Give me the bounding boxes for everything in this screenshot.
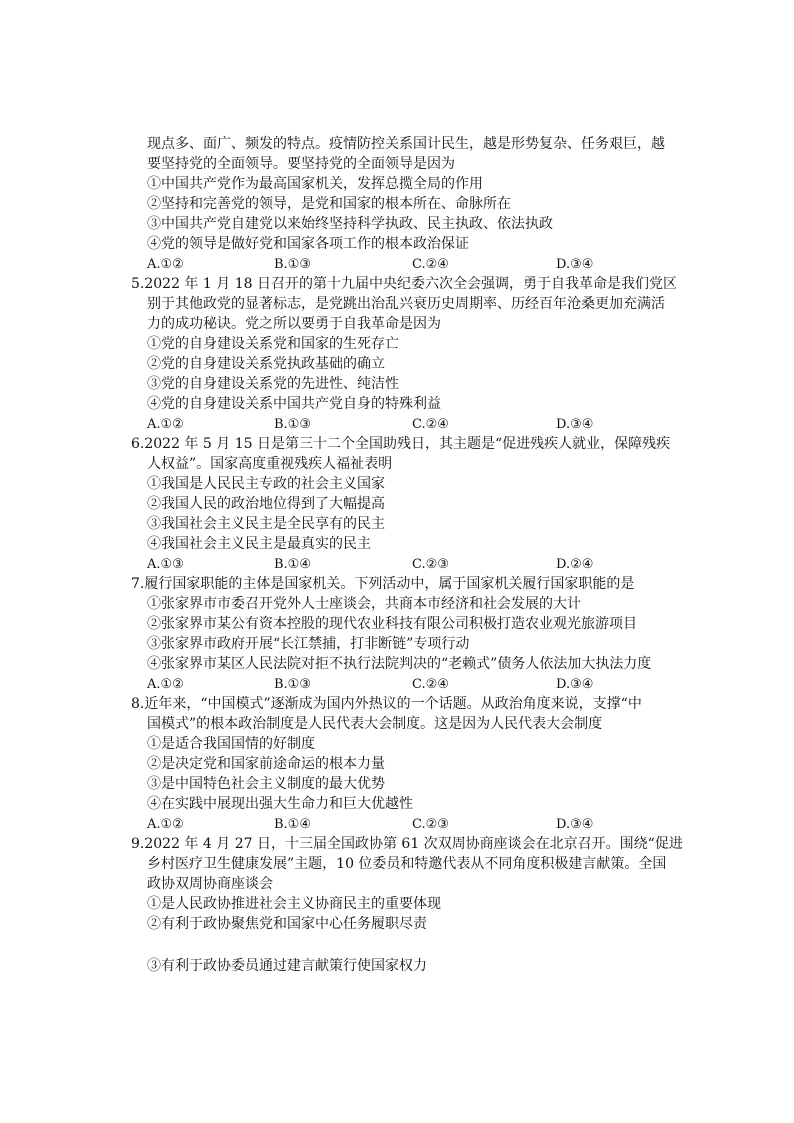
q5-option-d[interactable]: D.③④ [556,417,594,432]
q8-option-d[interactable]: D.③④ [556,817,594,832]
q9-statement-2: ②有利于政协聚焦党和国家中心任务履职尽责 [147,916,427,932]
q7-option-c[interactable]: C.②④ [412,677,449,692]
q7-statement-1: ①张家界市市委召开党外人士座谈会，共商本市经济和社会发展的大计 [147,596,581,612]
q8-statement-2: ②是决定党和国家前途命运的根本力量 [147,756,385,772]
q9-stem-line-3: 政协双周协商座谈会 [147,876,273,892]
q5-statement-2: ②党的自身建设关系党执政基础的确立 [147,356,385,372]
q8-option-b[interactable]: B.①④ [274,817,311,832]
q5-statement-3: ③党的自身建设关系党的先进性、纯洁性 [147,376,399,392]
q8-option-a[interactable]: A.①② [147,817,184,832]
q5-options [147,415,647,435]
q9-stem-line-1: 9.2022 年 4 月 27 日，十三届全国政协第 61 次双周协商座谈会在北京召开。围绕“促进 [131,836,683,852]
q8-options [147,815,647,835]
q7-statement-3: ③张家界市政府开展“长江禁捕，打非断链”专项行动 [147,636,470,652]
q4-option-b[interactable]: B.①③ [274,257,311,272]
q7-option-a[interactable]: A.①② [147,677,184,692]
q6-option-d[interactable]: D.②④ [556,557,594,572]
q5-stem-line-1: 5.2022 年 1 月 18 日召开的第十九届中央纪委六次全会强调，勇于自我革命是我们党区 [131,276,677,292]
q6-option-b[interactable]: B.①④ [274,557,311,572]
q6-options [147,555,647,575]
q7-option-b[interactable]: B.①③ [274,677,311,692]
q4-statement-3: ③中国共产党自建党以来始终坚持科学执政、民主执政、依法执政 [147,216,553,232]
q5-statement-1: ①党的自身建设关系党和国家的生死存亡 [147,336,399,352]
q7-statement-2: ②张家界市某公有资本控股的现代农业科技有限公司积极打造农业观光旅游项目 [147,616,637,632]
q6-option-a[interactable]: A.①③ [147,557,184,572]
q4-statement-2: ②坚持和完善党的领导，是党和国家的根本所在、命脉所在 [147,196,511,212]
q8-stem-line-1: 8.近年来，“中国模式”逐渐成为国内外热议的一个话题。从政治角度来说，支撑“中 [131,696,642,712]
q7-stem-line-1: 7.履行国家职能的主体是国家机关。下列活动中，属于国家机关履行国家职能的是 [131,576,635,592]
q4-statement-1: ①中国共产党作为最高国家机关，发挥总揽全局的作用 [147,176,483,192]
q4-option-c[interactable]: C.②④ [412,257,449,272]
q4-stem-line-2: 要坚持党的全面领导。要坚持党的全面领导是因为 [147,156,455,172]
q8-statement-4: ④在实践中展现出强大生命力和巨大优越性 [147,796,413,812]
q9-stem-line-2: 乡村医疗卫生健康发展”主题，10 位委员和特邀代表从不同角度积极建言献策。全国 [147,856,667,872]
q5-stem-line-2: 别于其他政党的显著标志，是党跳出治乱兴衰历史周期率、历经百年沧桑更加充满活 [147,296,665,312]
q4-options [147,255,647,275]
q6-statement-4: ④我国社会主义民主是最真实的民主 [147,536,371,552]
q4-option-d[interactable]: D.③④ [556,257,594,272]
q5-statement-4: ④党的自身建设关系中国共产党自身的特殊利益 [147,396,441,412]
q5-option-a[interactable]: A.①② [147,417,184,432]
q9-statement-3: ③有利于政协委员通过建言献策行使国家权力 [147,958,427,974]
q8-stem-line-2: 国模式”的根本政治制度是人民代表大会制度。这是因为人民代表大会制度 [147,716,603,732]
q6-statement-3: ③我国社会主义民主是全民享有的民主 [147,516,385,532]
q5-stem-line-3: 力的成功秘诀。党之所以要勇于自我革命是因为 [147,316,441,332]
q8-statement-3: ③是中国特色社会主义制度的最大优势 [147,776,385,792]
q6-statement-1: ①我国是人民民主专政的社会主义国家 [147,476,385,492]
q9-statement-1: ①是人民政协推进社会主义协商民主的重要体现 [147,896,441,912]
q4-option-a[interactable]: A.①② [147,257,184,272]
q7-options [147,675,647,695]
q5-option-b[interactable]: B.①③ [274,417,311,432]
q7-option-d[interactable]: D.③④ [556,677,594,692]
q4-statement-4: ④党的领导是做好党和国家各项工作的根本政治保证 [147,236,469,252]
q7-statement-4: ④张家界市某区人民法院对拒不执行法院判决的“老赖式”债务人依法加大执法力度 [147,656,652,672]
q5-option-c[interactable]: C.②④ [412,417,449,432]
q8-option-c[interactable]: C.②③ [412,817,449,832]
q6-stem-line-1: 6.2022 年 5 月 15 日是第三十二个全国助残日，其主题是“促进残疾人就业，保障残疾 [131,436,671,452]
q8-statement-1: ①是适合我国国情的好制度 [147,736,315,752]
q6-statement-2: ②我国人民的政治地位得到了大幅提高 [147,496,385,512]
q6-stem-line-2: 人权益”。国家高度重视残疾人福祉表明 [147,456,393,472]
q6-option-c[interactable]: C.②③ [412,557,449,572]
q4-stem-line-1: 现点多、面广、频发的特点。疫情防控关系国计民生，越是形势复杂、任务艰巨，越 [147,136,665,152]
